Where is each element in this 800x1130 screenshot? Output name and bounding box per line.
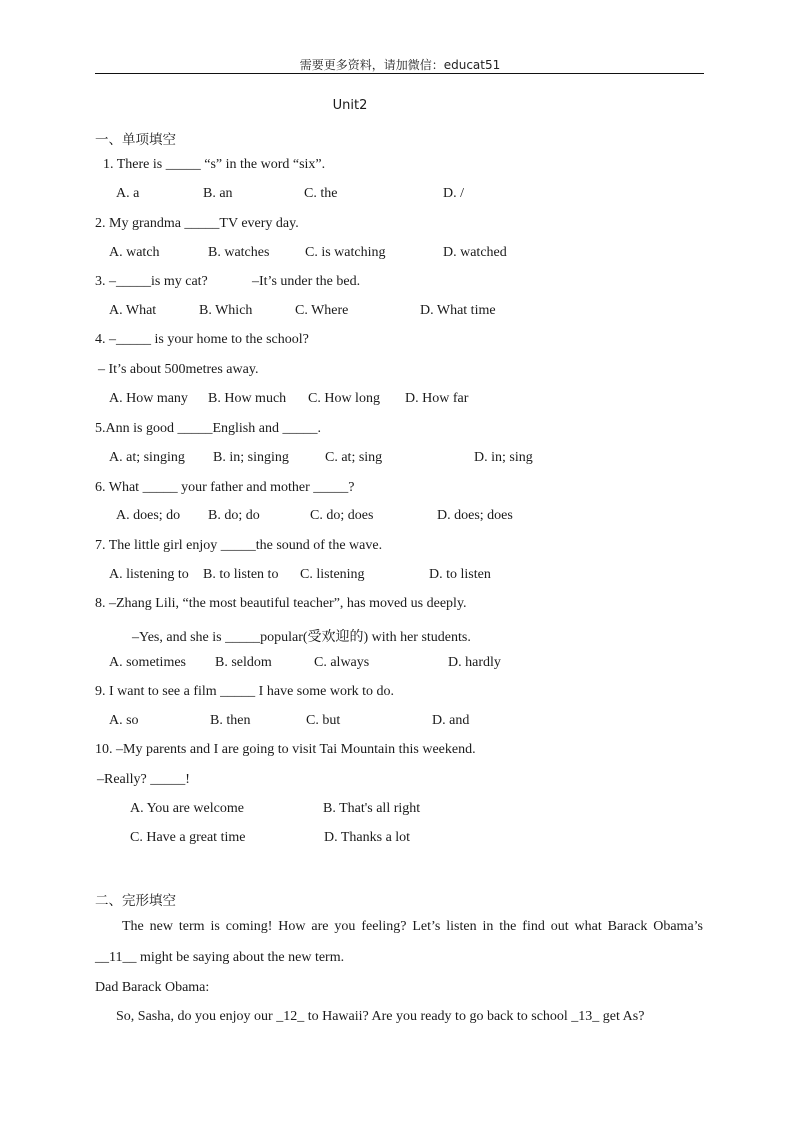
option-d: D. hardly <box>448 655 501 670</box>
option-a: A. does; do <box>116 508 181 523</box>
option-b: B. seldom <box>215 655 272 670</box>
option-b: B. Which <box>199 303 253 318</box>
option-d: D. to listen <box>429 567 491 582</box>
question-answer-line: –Really? _____! <box>97 772 190 787</box>
option-a: A. listening to <box>109 567 189 582</box>
option-c: C. do; does <box>310 508 374 523</box>
option-b: B. then <box>210 713 251 728</box>
header-text: 需要更多资料，请加微信：educat51 <box>299 58 501 72</box>
option-a: A. at; singing <box>109 450 185 465</box>
option-d: D. Thanks a lot <box>324 830 411 845</box>
option-b: B. in; singing <box>213 450 289 465</box>
option-b: B. an <box>203 186 233 201</box>
option-b: B. That's all right <box>323 801 421 816</box>
option-c: C. but <box>306 713 341 728</box>
option-d: D. in; sing <box>474 450 533 465</box>
cloze-paragraph-2: So, Sasha, do you enjoy our _12_ to Hawaii? Are you ready to go back to school _13_ get As? <box>116 1009 645 1024</box>
option-b: B. How much <box>208 391 287 406</box>
option-d: D. What time <box>420 303 496 318</box>
question-answer-line: –Yes, and she is _____popular(受欢迎的) with her students. <box>132 630 471 645</box>
option-c: C. is watching <box>305 245 386 260</box>
question-stem: 7. The little girl enjoy _____the sound of the wave. <box>95 538 383 553</box>
option-c: C. listening <box>300 567 365 582</box>
question-stem: 6. What _____ your father and mother _____? <box>95 480 355 495</box>
option-b: B. watches <box>208 245 270 260</box>
option-a: A. sometimes <box>109 655 186 670</box>
option-d: D. watched <box>443 245 507 260</box>
question-stem: 4. –_____ is your home to the school? <box>95 332 309 347</box>
section-title-cloze: 二、完形填空 <box>95 893 176 909</box>
question-stem: 2. My grandma _____TV every day. <box>95 216 299 231</box>
option-d: D. How far <box>405 391 469 406</box>
question-stem: 10. –My parents and I are going to visit Tai Mountain this weekend. <box>95 742 476 757</box>
option-d: D. / <box>443 186 464 201</box>
question-answer-line: – It’s about 500metres away. <box>98 362 259 377</box>
option-a: A. What <box>109 303 157 318</box>
option-a: A. watch <box>109 245 160 260</box>
question-stem: 9. I want to see a film _____ I have some work to do. <box>95 684 394 699</box>
option-b: B. do; do <box>208 508 260 523</box>
cloze-speaker: Dad Barack Obama: <box>95 980 210 995</box>
option-a: A. a <box>116 186 140 201</box>
section-title-single-choice: 一、单项填空 <box>95 132 176 148</box>
option-d: D. does; does <box>437 508 513 523</box>
question-stem: 8. –Zhang Lili, “the most beautiful teacher”, has moved us deeply. <box>95 596 467 611</box>
option-c: C. always <box>314 655 370 670</box>
option-c: C. Where <box>295 303 349 318</box>
question-stem: 5.Ann is good _____English and _____. <box>95 421 321 436</box>
option-a: A. How many <box>109 391 188 406</box>
option-d: D. and <box>432 713 470 728</box>
cloze-paragraph-1: The new term is coming! How are you feeling? Let’s listen in the find out what Barack Obama’s __11__ might be saying about the new term. <box>95 919 703 965</box>
unit-title: Unit2 <box>332 98 368 113</box>
option-c: C. Have a great time <box>130 830 246 845</box>
header-divider <box>95 73 704 74</box>
question-stem: 3. –_____is my cat? <box>95 274 208 289</box>
option-c: C. at; sing <box>325 450 383 465</box>
question-stem: 1. There is _____ “s” in the word “six”. <box>103 157 326 172</box>
question-answer-line: –It’s under the bed. <box>252 274 361 289</box>
option-a: A. so <box>109 713 139 728</box>
option-c: C. the <box>304 186 338 201</box>
option-c: C. How long <box>308 391 380 406</box>
option-b: B. to listen to <box>203 567 279 582</box>
option-a: A. You are welcome <box>130 801 244 816</box>
